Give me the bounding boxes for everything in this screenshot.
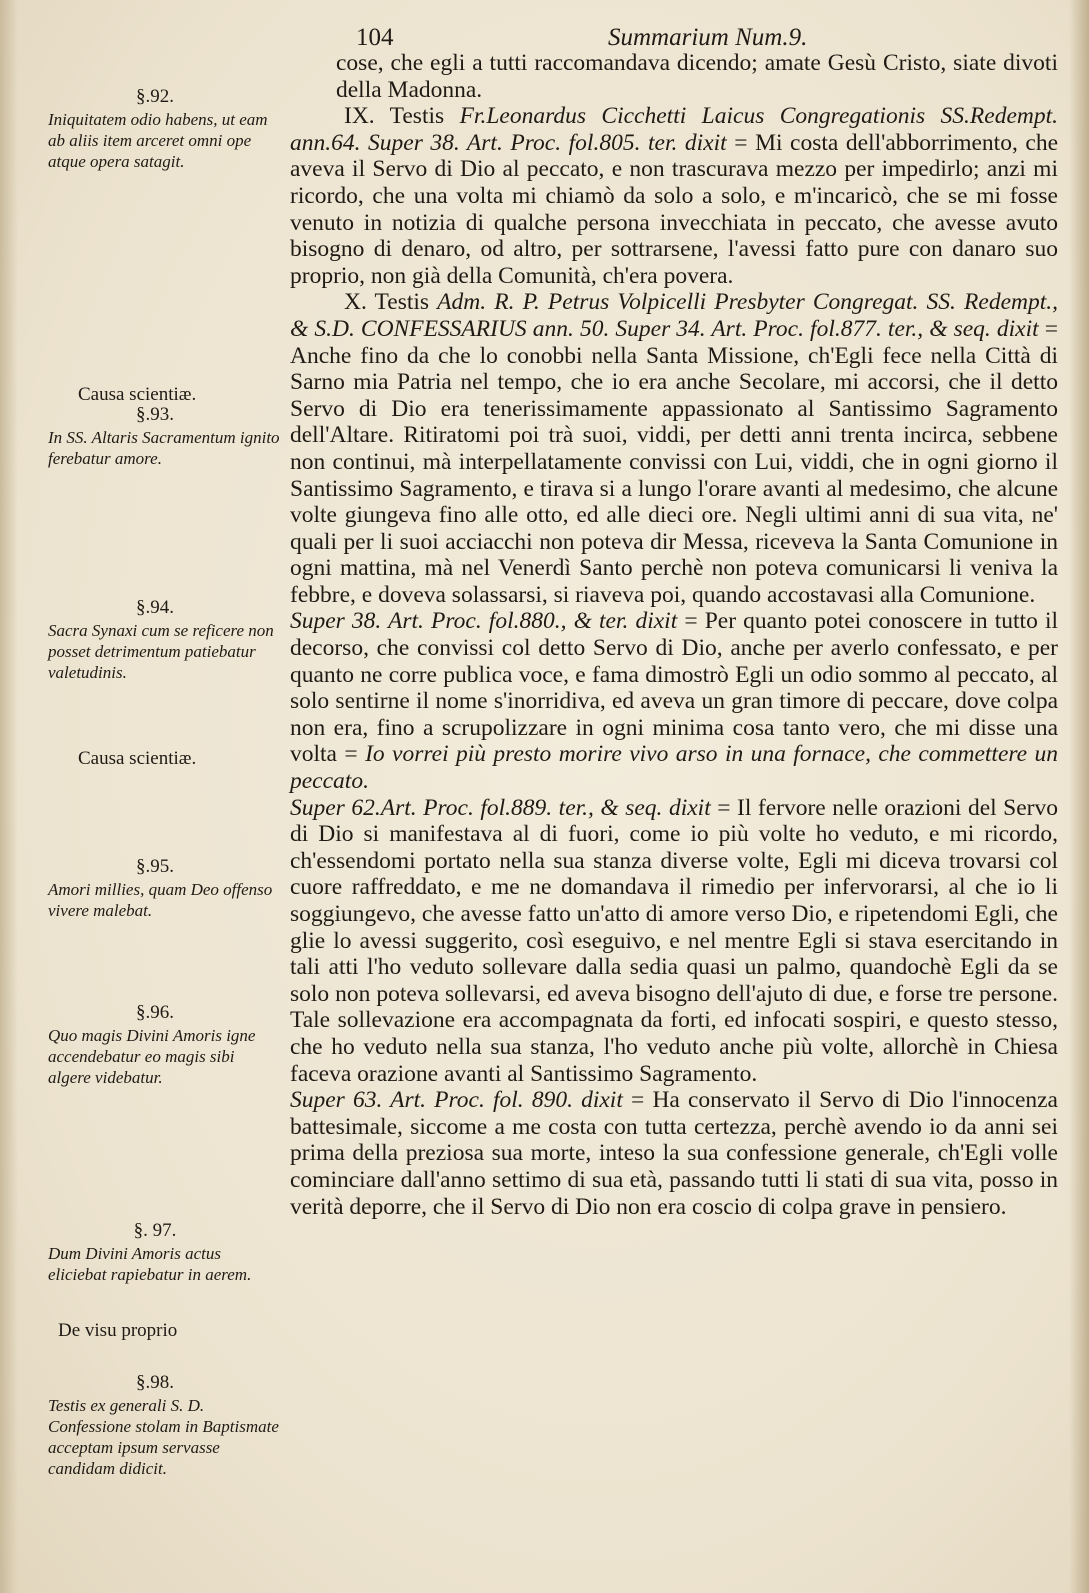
paragraph-number: §.94. bbox=[136, 597, 174, 618]
quoted-saying: Io vorrei più presto morire vivo arso in una fornace, che commettere un peccato. bbox=[290, 741, 1058, 795]
margin-note-text: Amori millies, quam Deo offenso vivere malebat. bbox=[48, 880, 273, 920]
margin-note-97 bbox=[30, 1220, 280, 1285]
paragraph-number: §.98. bbox=[136, 1372, 174, 1393]
de-visu-proprio-note: De visu proprio bbox=[58, 1320, 178, 1341]
main-text-column bbox=[290, 50, 1058, 1220]
paragraph-number: §.93. bbox=[136, 404, 174, 425]
witness-citation: Super 63. Art. Proc. fol. 890. dixit bbox=[290, 1087, 623, 1114]
margin-note-98 bbox=[30, 1372, 280, 1479]
paragraph-number: §.92. bbox=[136, 86, 174, 107]
page-number: 104 bbox=[356, 24, 394, 51]
paragraph-number: §. 97. bbox=[133, 1220, 177, 1241]
testis-heading: IX. Testis bbox=[344, 103, 445, 130]
running-title: Summarium Num.9. bbox=[608, 24, 808, 51]
page-shadow-right bbox=[1069, 0, 1089, 1593]
testis-x-paragraph bbox=[290, 289, 1058, 608]
witness-citation: Adm. R. P. Petrus Volpicelli Presbyter Congregat. SS. Redempt., & S.D. CONFESSARIUS ann. 50. Super 34. Art. Proc. fol.877. ter., & seq. dixit bbox=[290, 289, 1058, 342]
super-63-paragraph bbox=[290, 1087, 1058, 1220]
testimony-text: = Mi costa dell'abborrimento, che aveva il Servo di Dio al peccato, e non trascurava mezzo per impedirlo; anzi mi ricordo, che una volta mi chiamò da solo a solo, e m'incaricò, che se mi fosse venuto in notizia di qualche persona invecchiata in peccato, che avesse avuto bisogno di denaro, od altro, per sottrarsene, l'avessi fatto pure con danaro suo proprio, non già della Comunità, ch'era povera. bbox=[290, 129, 1058, 289]
super-62-paragraph bbox=[290, 795, 1058, 1088]
paragraph-number: §.96. bbox=[136, 1002, 174, 1023]
super-38-paragraph bbox=[290, 608, 1058, 794]
testis-heading: X. Testis bbox=[344, 289, 430, 316]
paragraph-number: §.95. bbox=[136, 856, 174, 877]
witness-citation: Fr.Leonardus Cicchetti Laicus Congregationis SS.Redempt. ann.64. Super 38. Art. Proc. fol.805. ter. dixit bbox=[290, 103, 1058, 156]
testimony-text: = Per quanto potei conoscere in tutto il decorso, che convissi col detto Servo di Dio, anche per averlo confessato, e per quanto ne corre publica voce, e fama dimostrò Egli un odio sommo al peccato, al solo sentirne il nome s'inorridiva, ed aveva un gran timore di peccare, dove colpa non era, fino a scrupolizzare in ogni minima cosa tanto vero, che mi disse una volta = bbox=[290, 608, 1058, 768]
causa-scientiae-note: Causa scientiæ. bbox=[78, 748, 197, 769]
margin-note-96 bbox=[30, 1002, 280, 1088]
testimony-text: = Anche fino da che lo conobbi nella Santa Missione, ch'Egli fece nella Città di Sarno mia Patria nel tempo, che io era anche Secolare, mi accorsi, che il detto Servo di Dio era tenerissimamente appassionato al Santissimo Sagramento dell'Altare. Ritiratomi poi trà suoi, viddi, per detti anni trenta incirca, sebbene non continui, mà interpellatamente convissi con Lui, viddi, che in ogni giorno il Santissimo Sagramento, e tirava si a lungo l'orare avanti al medesimo, che alcune volte giungeva fino alle otto, ed alle dieci ore. Negli ultimi anni di sua vita, ne' quali per li suoi acciacchi non poteva dir Messa, riceveva la Santa Comunione in ogni mattina, mà nel Venerdì Santo perchè non poteva comunicarsi li veniva la febbre, e doveva solassarsi, si riaveva poi, quando accostavasi alla Comunione. bbox=[290, 315, 1058, 608]
margin-note-94 bbox=[30, 597, 280, 683]
testis-ix-paragraph bbox=[290, 103, 1058, 289]
witness-citation: Super 38. Art. Proc. fol.880., & ter. dixit bbox=[290, 608, 678, 635]
witness-citation: Super 62.Art. Proc. fol.889. ter., & seq. dixit bbox=[290, 794, 711, 821]
testimony-text: = Ha conservato il Servo di Dio l'innocenza battesimale, siccome a me costa con tutta certezza, perchè avendo io da anni sei prima della preziosa sua morte, inteso la sua confessione generale, ch'Egli volle cominciare dall'anno settimo di sua età, passando tutti li stati di sua vita, posso in verità deporre, che il Servo di Dio non era coscio di colpa grave in pensiero. bbox=[290, 1087, 1058, 1220]
margin-note-text: Iniquitatem odio habens, ut eam ab aliis item arceret omni ope atque opera satagit. bbox=[48, 110, 268, 171]
continuation-paragraph: cose, che egli a tutti raccomandava dicendo; amate Gesù Cristo, siate divoti della Madonna. bbox=[336, 50, 1058, 103]
page-shadow-left bbox=[0, 0, 18, 1593]
testimony-text: = Il fervore nelle orazioni del Servo di Dio si manifestava al di fuori, come io più volte ho veduto, e mi ricordo, ch'essendomi portato nella sua stanza diverse volte, Egli mi diceva trovarsi col cuore raffreddato, e me ne domandava il rimedio per infervorarsi, al che io li soggiungevo, che avesse fatto un'atto di amore verso Dio, e ripetendomi Egli, che glie lo avessi suggerito, così eseguivo, e nel mentre Egli si stava esercitando in tali atti l'ho veduto sollevare dalla sedia quasi un palmo, quandochè Egli da se solo non poteva sollevarsi, ed aveva bisogno dell'ajuto di due, e forse tre persone. Tale sollevazione era accompagnata da forti, ed infocati sospiri, e questo stesso, che ho veduto nella sua stanza, l'ho veduto anche più volte, allorchè in Chiesa faceva orazione avanti al Santissimo Sagramento. bbox=[290, 794, 1059, 1087]
margin-note-text: Sacra Synaxi cum se reficere non posset detrimentum patiebatur valetudinis. bbox=[48, 621, 274, 682]
margin-note-95 bbox=[30, 856, 280, 921]
margin-note-92 bbox=[30, 86, 280, 172]
margin-note-text: Dum Divini Amoris actus eliciebat rapiebatur in aerem. bbox=[48, 1244, 252, 1284]
margin-note-text: In SS. Altaris Sacramentum ignito ferebatur amore. bbox=[48, 428, 280, 468]
margin-note-93 bbox=[30, 404, 280, 469]
margin-note-text: Quo magis Divini Amoris igne accendebatur eo magis sibi algere videbatur. bbox=[48, 1026, 256, 1087]
causa-scientiae-note: Causa scientiæ. bbox=[78, 384, 197, 405]
margin-note-text: Testis ex generali S. D. Confessione stolam in Baptismate acceptam ipsum servasse candidam didicit. bbox=[48, 1396, 279, 1478]
